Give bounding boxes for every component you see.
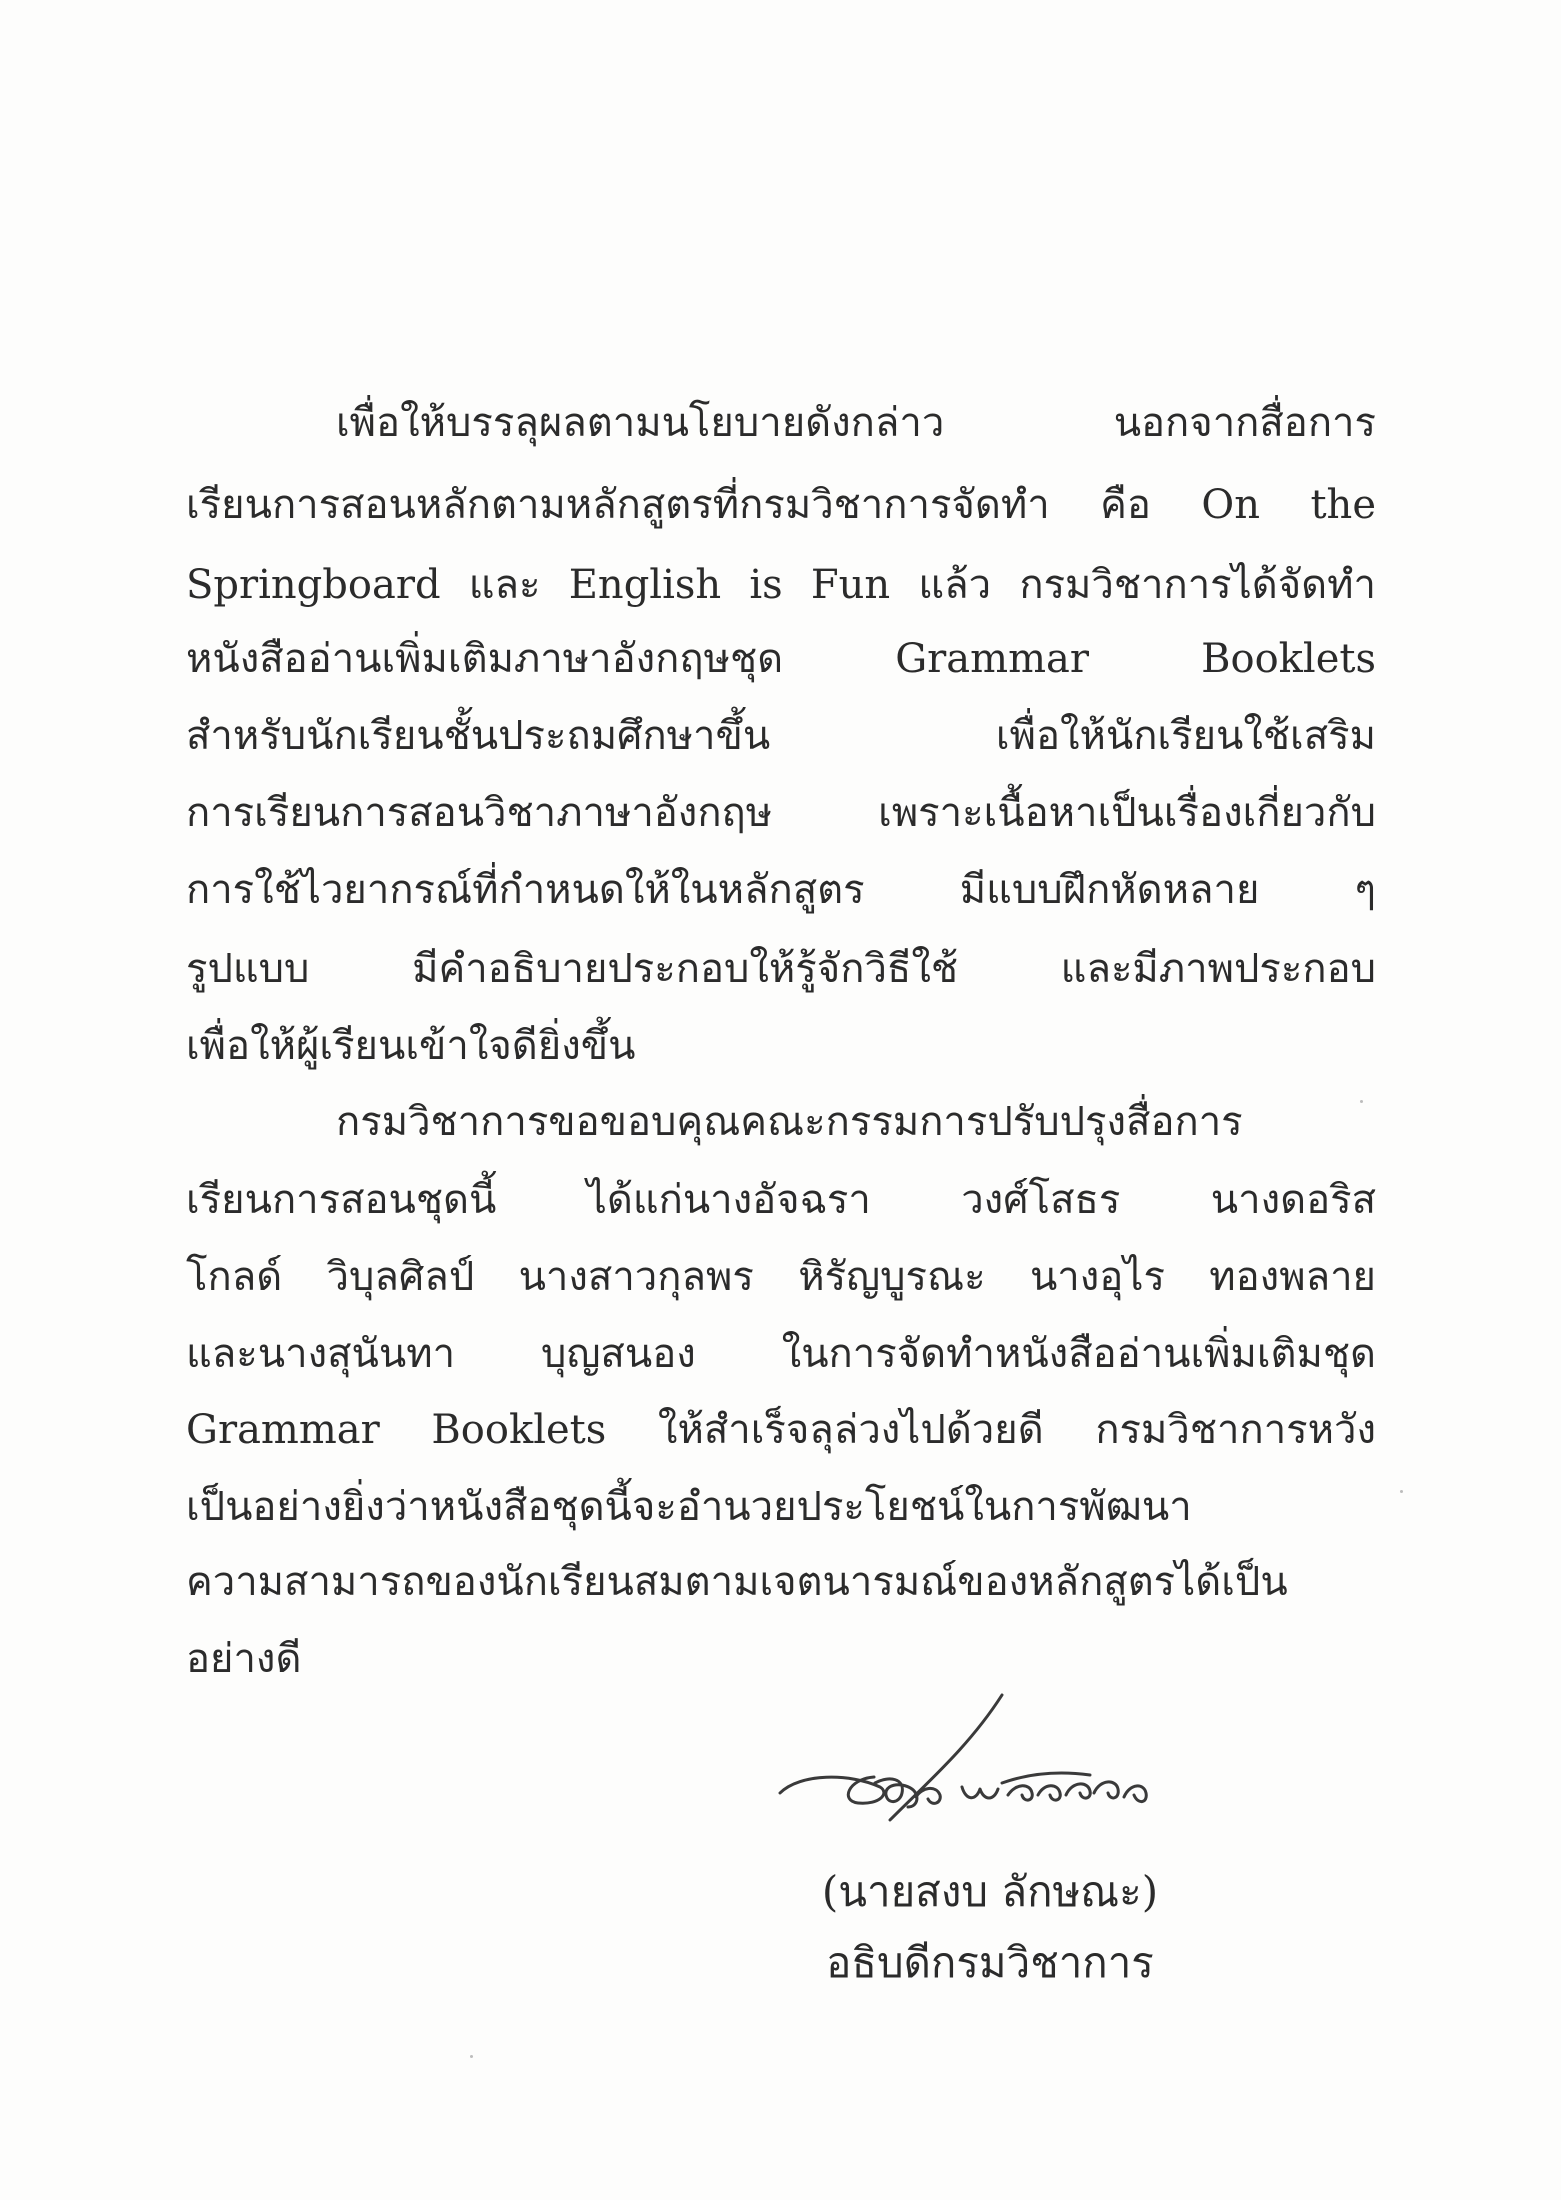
paragraph-1-line-2: เรียนการสอนหลักตามหลักสูตรที่กรมวิชาการจัดทำ คือ On the bbox=[186, 482, 1376, 528]
scan-speck bbox=[470, 2055, 473, 2058]
paragraph-2-line-8: อย่างดี bbox=[186, 1636, 302, 1682]
paragraph-1-line-9: เพื่อให้ผู้เรียนเข้าใจดียิ่งขึ้น bbox=[186, 1023, 636, 1069]
paragraph-1-line-1: เพื่อให้บรรลุผลตามนโยบายดังกล่าว นอกจากสื่อการ bbox=[336, 400, 1376, 446]
paragraph-2-line-1: กรมวิชาการขอขอบคุณคณะกรรมการปรับปรุงสื่อการ bbox=[336, 1099, 1243, 1145]
paragraph-1-line-8: รูปแบบ มีคำอธิบายประกอบให้รู้จักวิธีใช้ และมีภาพประกอบ bbox=[186, 946, 1376, 992]
handwritten-signature bbox=[740, 1675, 1260, 1875]
paragraph-2-line-2: เรียนการสอนชุดนี้ ได้แก่นางอัจฉรา วงศ์โสธร นางดอริส bbox=[186, 1177, 1376, 1223]
paragraph-1-line-7: การใช้ไวยากรณ์ที่กำหนดให้ในหลักสูตร มีแบบฝึกหัดหลาย ๆ bbox=[186, 867, 1376, 913]
paragraph-2-line-4: และนางสุนันทา บุญสนอง ในการจัดทำหนังสืออ่านเพิ่มเติมชุด bbox=[186, 1331, 1376, 1377]
scan-speck bbox=[1360, 1100, 1363, 1103]
paragraph-1-line-3: Springboard และ English is Fun แล้ว กรมวิชาการได้จัดทำ bbox=[186, 562, 1376, 608]
signer-name: (นายสงบ ลักษณะ) bbox=[821, 1867, 1159, 1916]
paragraph-2-line-5: Grammar Booklets ให้สำเร็จลุล่วงไปด้วยดี กรมวิชาการหวัง bbox=[186, 1407, 1376, 1453]
paragraph-2-line-7: ความสามารถของนักเรียนสมตามเจตนารมณ์ของหลักสูตรได้เป็น bbox=[186, 1559, 1288, 1605]
paragraph-1-line-6: การเรียนการสอนวิชาภาษาอังกฤษ เพราะเนื้อหาเป็นเรื่องเกี่ยวกับ bbox=[186, 790, 1376, 836]
paragraph-1-line-4: หนังสืออ่านเพิ่มเติมภาษาอังกฤษชุด Grammar Booklets bbox=[186, 636, 1376, 682]
paragraph-2-line-6: เป็นอย่างยิ่งว่าหนังสือชุดนี้จะอำนวยประโยชน์ในการพัฒนา bbox=[186, 1484, 1192, 1530]
paragraph-1-line-5: สำหรับนักเรียนชั้นประถมศึกษาขึ้น เพื่อให้นักเรียนใช้เสริม bbox=[186, 713, 1376, 759]
signer-title: อธิบดีกรมวิชาการ bbox=[826, 1938, 1154, 1987]
paragraph-2-line-3: โกลด์ วิบุลศิลป์ นางสาวกุลพร หิรัญบูรณะ นางอุไร ทองพลาย bbox=[186, 1254, 1376, 1300]
scan-speck bbox=[1400, 1490, 1403, 1493]
